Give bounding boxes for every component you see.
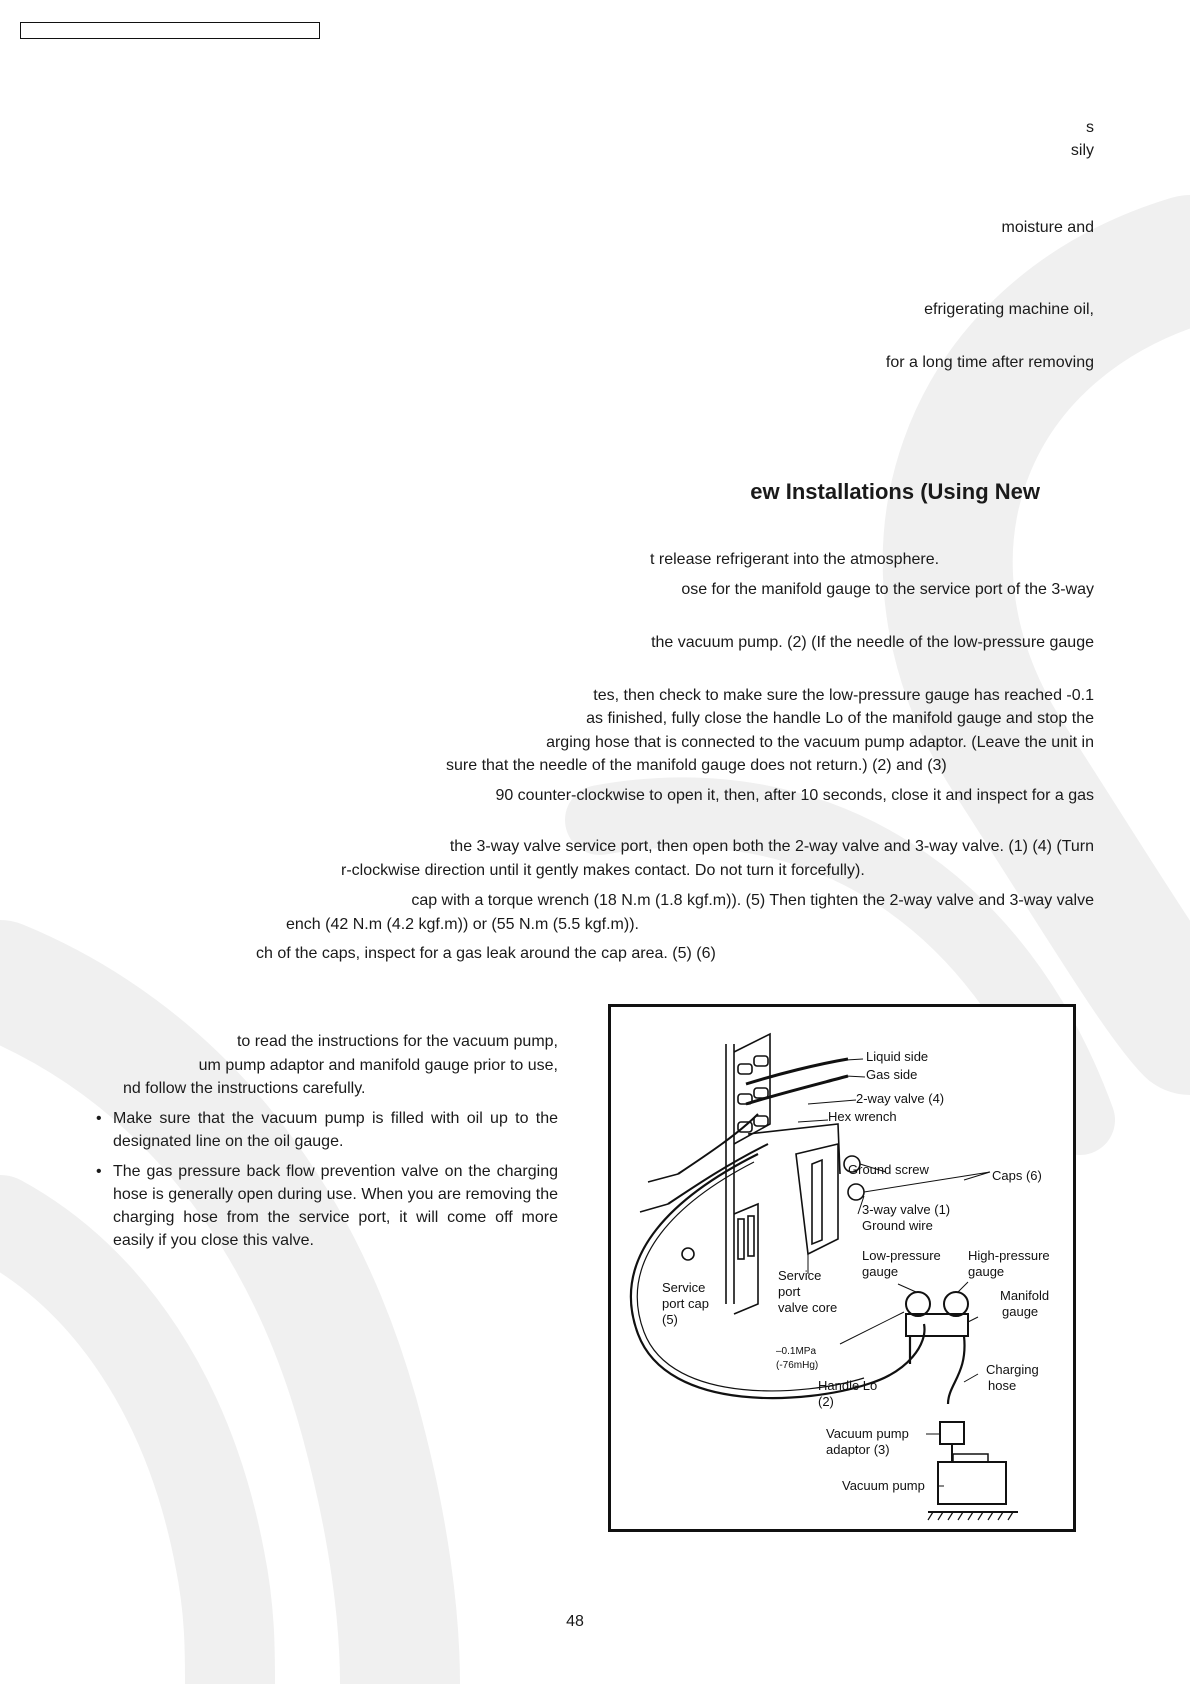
text-fragment: efrigerating machine oil, (924, 301, 1094, 318)
label-handle-lo-number: (2) (818, 1394, 834, 1409)
label-port-cap-service: Service (662, 1280, 706, 1295)
label-handle-lo: Handle Lo (818, 1378, 878, 1393)
label-ground-screw: Ground screw (848, 1162, 929, 1177)
label-vacuum-pump-adaptor: Vacuum pump (826, 1426, 909, 1441)
label-valve-core: valve core (778, 1300, 838, 1315)
label-liquid-side: Liquid side (866, 1049, 929, 1064)
label-cmhg: (-76mHg) (776, 1360, 819, 1371)
label-port-cap: port cap (662, 1296, 709, 1311)
note-line: to read the instructions for the vacuum pump, (236, 1033, 558, 1050)
note-line: nd follow the instructions carefully. (123, 1080, 366, 1097)
step-line: the vacuum pump. (2) (If the needle of the low-pressure gauge (651, 634, 1094, 651)
note-line: um pump adaptor and manifold gauge prior to use, (198, 1057, 558, 1074)
label-caps: Caps (6) (992, 1168, 1042, 1183)
step-line: r-clockwise direction until it gently makes contact. Do not turn it forcefully). (341, 862, 865, 879)
label-service-port: port (778, 1284, 801, 1299)
label-vacuum-pump: Vacuum pump (842, 1478, 925, 1493)
step-line: the 3-way valve service port, then open both the 2-way valve and 3-way valve. (1) (4) (Turn (449, 838, 1094, 855)
label-charging: Charging (986, 1362, 1039, 1377)
label-low-pressure: Low-pressure (862, 1248, 941, 1263)
label-charging-hose: hose (988, 1378, 1017, 1393)
step-line: tes, then check to make sure the low-pressure gauge has reached -0.1 (593, 687, 1094, 704)
label-high-pressure: High-pressure (968, 1248, 1050, 1263)
step-line: ch of the caps, inspect for a gas leak around the cap area. (5) (6) (256, 945, 716, 962)
bullet-icon: • (96, 1163, 102, 1180)
label-3way-valve: 3-way valve (1) (862, 1202, 951, 1217)
step-line: sure that the needle of the manifold gauge does not return.) (2) and (3) (446, 757, 947, 774)
step-line: t release refrigerant into the atmosphere. (650, 551, 940, 568)
label-mpa: –0.1MPa (776, 1346, 817, 1357)
text-fragment: s (1086, 119, 1094, 136)
bullet-text: The gas pressure back flow prevention valve on the charging hose is generally open during use. When you are removing the charging hose from the service port, it will come off more easily if you close this valve. (113, 1163, 558, 1249)
label-service: Service (778, 1268, 822, 1283)
step-line: ose for the manifold gauge to the service port of the 3-way (681, 581, 1094, 598)
list-item (96, 1107, 558, 1153)
label-high-pressure-gauge: gauge (968, 1264, 1005, 1279)
header-box (20, 22, 320, 39)
label-manifold-gauge: gauge (1002, 1304, 1039, 1319)
step-line: arging hose that is connected to the vacuum pump adaptor. (Leave the unit in (546, 734, 1094, 751)
text-fragment: sily (1070, 142, 1094, 159)
bullet-text: Make sure that the vacuum pump is filled with oil up to the designated line on the oil gauge. (113, 1110, 558, 1150)
label-ground-wire: Ground wire (862, 1218, 933, 1233)
label-port-cap-number: (5) (662, 1312, 678, 1327)
step-line: as finished, fully close the handle Lo of the manifold gauge and stop the (586, 710, 1094, 727)
step-line: 90 counter-clockwise to open it, then, after 10 seconds, close it and inspect for a gas (495, 787, 1094, 804)
text-fragment: moisture and (1001, 219, 1094, 236)
label-low-pressure-gauge: gauge (862, 1264, 899, 1279)
vacuum-diagram (608, 1004, 1076, 1532)
label-adaptor: adaptor (3) (826, 1442, 890, 1457)
label-manifold: Manifold (1000, 1288, 1050, 1303)
text-fragment: for a long time after removing (885, 354, 1094, 371)
bullet-list (96, 1107, 558, 1259)
step-line: cap with a torque wrench (18 N.m (1.8 kgf.m)). (5) Then tighten the 2-way valve and 3-way valve (411, 892, 1094, 909)
label-2way-valve: 2-way valve (4) (856, 1091, 945, 1106)
step-line: ench (42 N.m (4.2 kgf.m)) or (55 N.m (5.5 kgf.m)). (286, 916, 639, 933)
bullet-icon: • (96, 1110, 102, 1127)
label-gas-side: Gas side (866, 1067, 918, 1082)
list-item (96, 1160, 558, 1252)
section-heading: ew Installations (Using New (750, 479, 1040, 504)
label-hex-wrench: Hex wrench (828, 1109, 897, 1124)
page-number: 48 (566, 1613, 584, 1630)
